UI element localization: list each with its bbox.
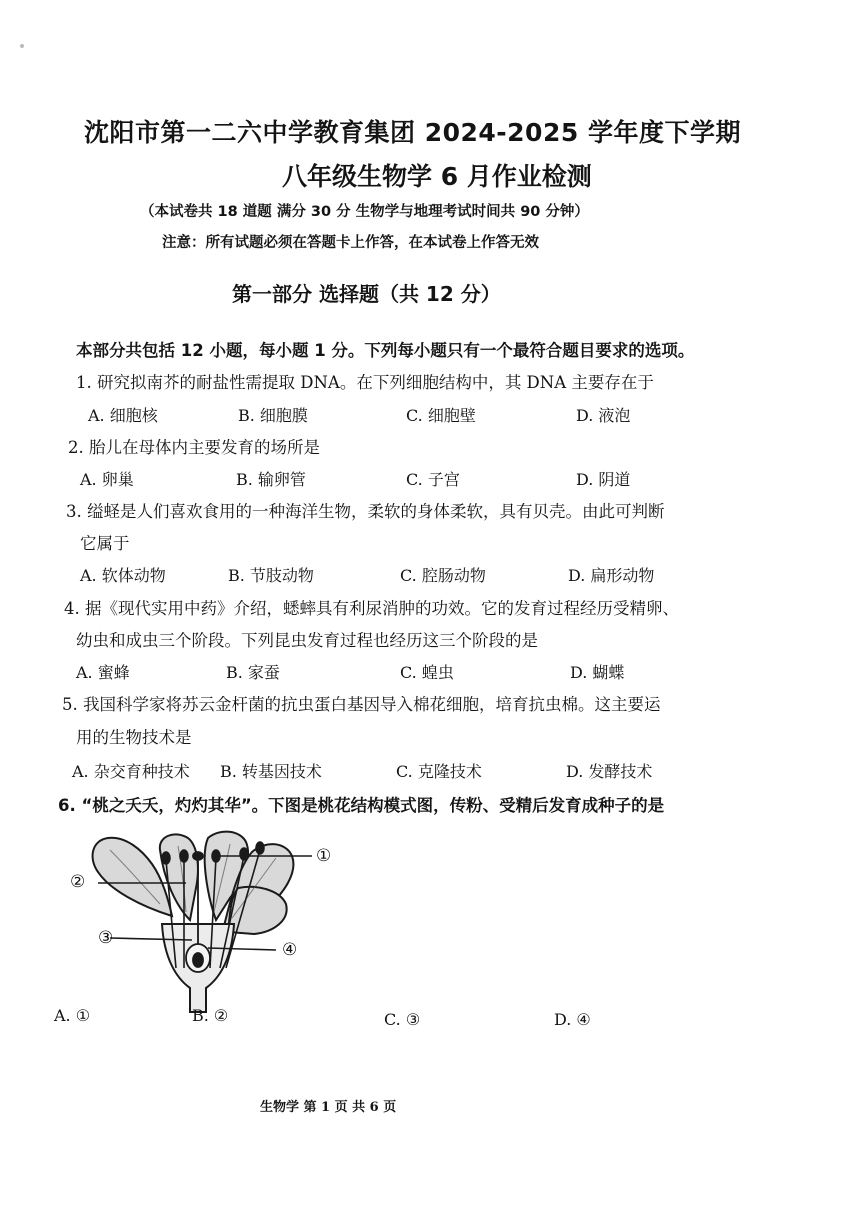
question-6-stem: 6. “桃之夭夭，灼灼其华”。下图是桃花结构模式图，传粉、受精后发育成种子的是 — [58, 796, 665, 815]
label-3: ③ — [98, 928, 114, 948]
question-3-option-b[interactable]: B. 节肢动物 — [228, 566, 314, 585]
exam-notice: 注意：所有试题必须在答题卡上作答，在本试卷上作答无效 — [162, 235, 539, 251]
question-1-option-b[interactable]: B. 细胞膜 — [238, 406, 308, 425]
question-1-option-c[interactable]: C. 细胞壁 — [406, 406, 476, 425]
question-3-option-a[interactable]: A. 软体动物 — [80, 566, 166, 585]
section-title: 第一部分 选择题（共 12 分） — [232, 282, 501, 306]
scan-dot — [20, 44, 24, 48]
question-4-stem-line-1: 4. 据《现代实用中药》介绍，蟋蟀具有利尿消肿的功效。它的发育过程经历受精卵、 — [64, 599, 679, 618]
title-line-1: 沈阳市第一二六中学教育集团 2024-2025 学年度下学期 — [84, 118, 741, 147]
question-5-stem-line-1: 5. 我国科学家将苏云金杆菌的抗虫蛋白基因导入棉花细胞，培育抗虫棉。这主要运 — [62, 695, 661, 714]
question-4-option-a[interactable]: A. 蜜蜂 — [76, 663, 130, 682]
question-4-option-d[interactable]: D. 蝴蝶 — [570, 663, 625, 682]
question-4-option-c[interactable]: C. 蝗虫 — [400, 663, 454, 682]
section-instruction: 本部分共包括 12 小题，每小题 1 分。下列每小题只有一个最符合题目要求的选项。 — [76, 341, 695, 360]
question-1-option-a[interactable]: A. 细胞核 — [88, 406, 158, 425]
page-footer: 生物学 第 1 页 共 6 页 — [260, 1100, 397, 1115]
question-3-option-c[interactable]: C. 腔肠动物 — [400, 566, 486, 585]
question-2-stem: 2. 胎儿在母体内主要发育的场所是 — [68, 438, 320, 457]
question-6-option-a[interactable]: A. ① — [54, 1006, 91, 1025]
question-1-option-d[interactable]: D. 液泡 — [576, 406, 631, 425]
question-2-option-b[interactable]: B. 输卵管 — [236, 470, 306, 489]
label-4: ④ — [282, 940, 298, 960]
question-1-stem: 1. 研究拟南芥的耐盐性需提取 DNA。在下列细胞结构中，其 DNA 主要存在于 — [76, 373, 654, 392]
question-2-option-a[interactable]: A. 卵巢 — [80, 470, 134, 489]
exam-info: （本试卷共 18 道题 满分 30 分 生物学与地理考试时间共 90 分钟） — [140, 204, 589, 220]
label-2: ② — [70, 872, 86, 892]
question-5-option-a[interactable]: A. 杂交育种技术 — [72, 762, 190, 781]
label-1: ① — [316, 846, 332, 866]
question-5-option-d[interactable]: D. 发酵技术 — [566, 762, 653, 781]
question-6-option-d[interactable]: D. ④ — [554, 1010, 591, 1029]
question-5-option-b[interactable]: B. 转基因技术 — [220, 762, 322, 781]
question-4-stem-line-2: 幼虫和成虫三个阶段。下列昆虫发育过程也经历这三个阶段的是 — [76, 631, 538, 650]
question-5-stem-line-2: 用的生物技术是 — [76, 728, 192, 747]
question-3-option-d[interactable]: D. 扁形动物 — [568, 566, 655, 585]
question-3-stem-line-1: 3. 缢蛏是人们喜欢食用的一种海洋生物，柔软的身体柔软，具有贝壳。由此可判断 — [66, 502, 665, 521]
question-6-option-c[interactable]: C. ③ — [384, 1010, 421, 1029]
peach-flower-diagram — [80, 828, 340, 1013]
title-line-2: 八年级生物学 6 月作业检测 — [282, 162, 592, 191]
question-2-option-c[interactable]: C. 子宫 — [406, 470, 460, 489]
question-5-option-c[interactable]: C. 克隆技术 — [396, 762, 482, 781]
question-6-option-b[interactable]: B. ② — [192, 1006, 229, 1025]
question-2-option-d[interactable]: D. 阴道 — [576, 470, 631, 489]
question-4-option-b[interactable]: B. 家蚕 — [226, 663, 280, 682]
question-3-stem-line-2: 它属于 — [80, 534, 130, 553]
